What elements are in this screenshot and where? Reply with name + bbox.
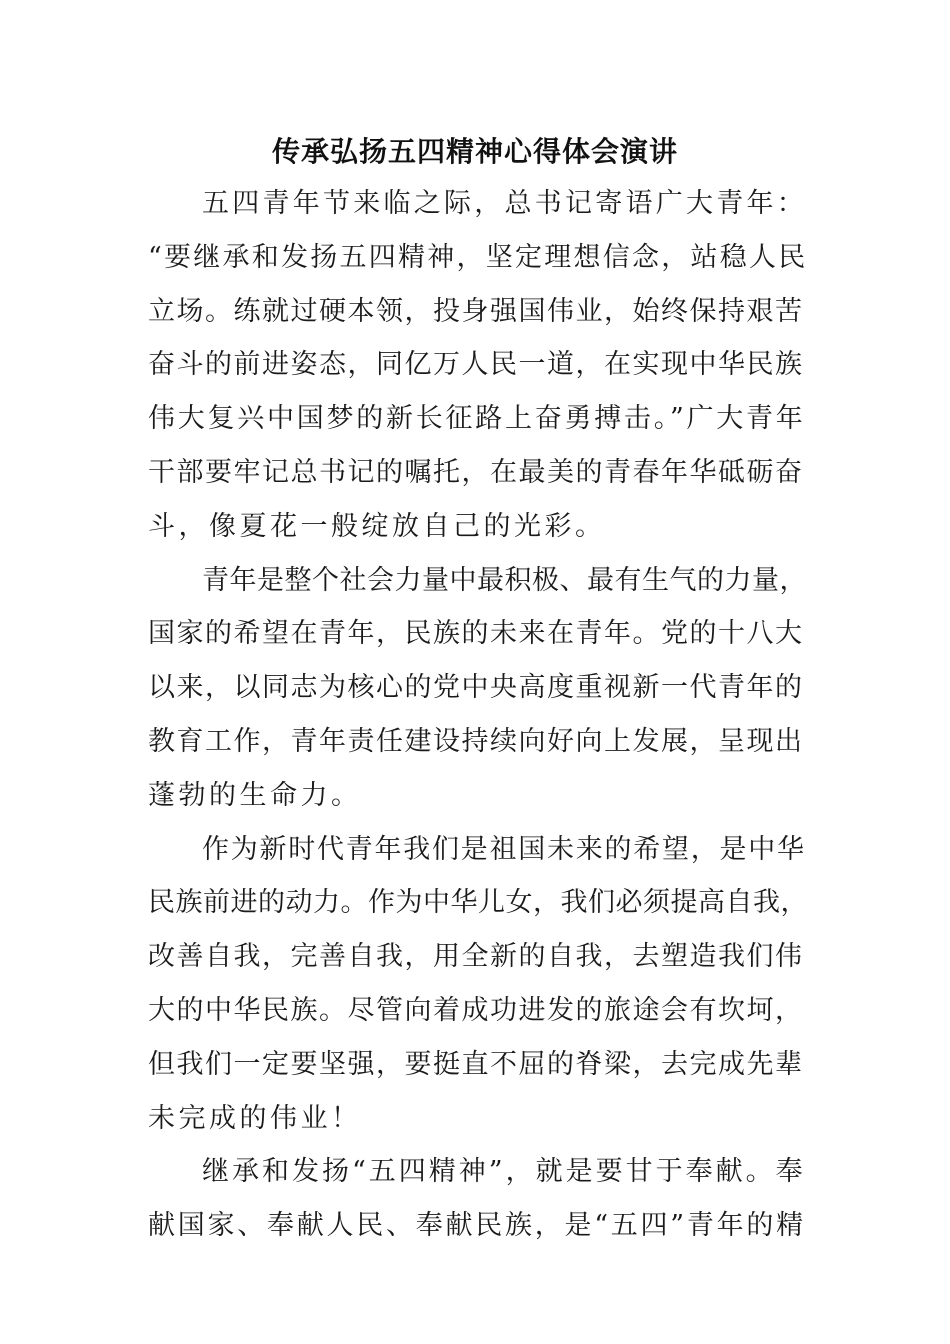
paragraph-line: 斗，像夏花一般绽放自己的光彩。 — [148, 510, 606, 542]
paragraph-line: 未完成的伟业！ — [148, 1102, 362, 1134]
paragraph-line: “要继承和发扬五四精神，坚定理想信念，站稳人民 — [148, 241, 808, 273]
paragraph-line: 教育工作，青年责任建设持续向好向上发展，呈现出 — [148, 725, 804, 757]
paragraph-line: 作为新时代青年我们是祖国未来的希望，是中华 — [202, 833, 806, 865]
paragraph-line: 青年是整个社会力量中最积极、最有生气的力量， — [202, 564, 807, 596]
paragraph-line: 但我们一定要坚强，要挺直不屈的脊梁，去完成先辈 — [148, 1048, 804, 1080]
document-title: 传承弘扬五四精神心得体会演讲 — [271, 135, 678, 168]
document-body — [148, 177, 808, 1253]
paragraph-line: 改善自我，完善自我，用全新的自我，去塑造我们伟 — [148, 941, 804, 973]
paragraph-line: 献国家、奉献人民、奉献民族，是“五四”青年的精 — [148, 1210, 806, 1242]
paragraph-line: 国家的希望在青年，民族的未来在青年。党的十八大 — [148, 618, 804, 650]
paragraph-line: 大的中华民族。尽管向着成功进发的旅途会有坎坷， — [148, 994, 804, 1026]
paragraph-line: 五四青年节来临之际，总书记寄语广大青年： — [202, 188, 807, 219]
paragraph-line: 民族前进的动力。作为中华儿女，我们必须提高自我， — [148, 887, 808, 919]
paragraph-line: 干部要牢记总书记的嘱托，在最美的青春年华砥砺奋 — [148, 456, 804, 488]
paragraph-line: 蓬勃的生命力。 — [148, 779, 362, 811]
paragraph-line: 继承和发扬“五四精神”，就是要甘于奉献。奉 — [202, 1156, 806, 1188]
paragraph-line: 立场。练就过硬本领，投身强国伟业，始终保持艰苦 — [148, 295, 804, 327]
paragraph-line: 以来，以同志为核心的党中央高度重视新一代青年的 — [148, 672, 804, 704]
paragraph-line: 伟大复兴中国梦的新长征路上奋勇搏击。”广大青年 — [148, 403, 806, 435]
paragraph-line: 奋斗的前进姿态，同亿万人民一道，在实现中华民族 — [148, 349, 804, 381]
